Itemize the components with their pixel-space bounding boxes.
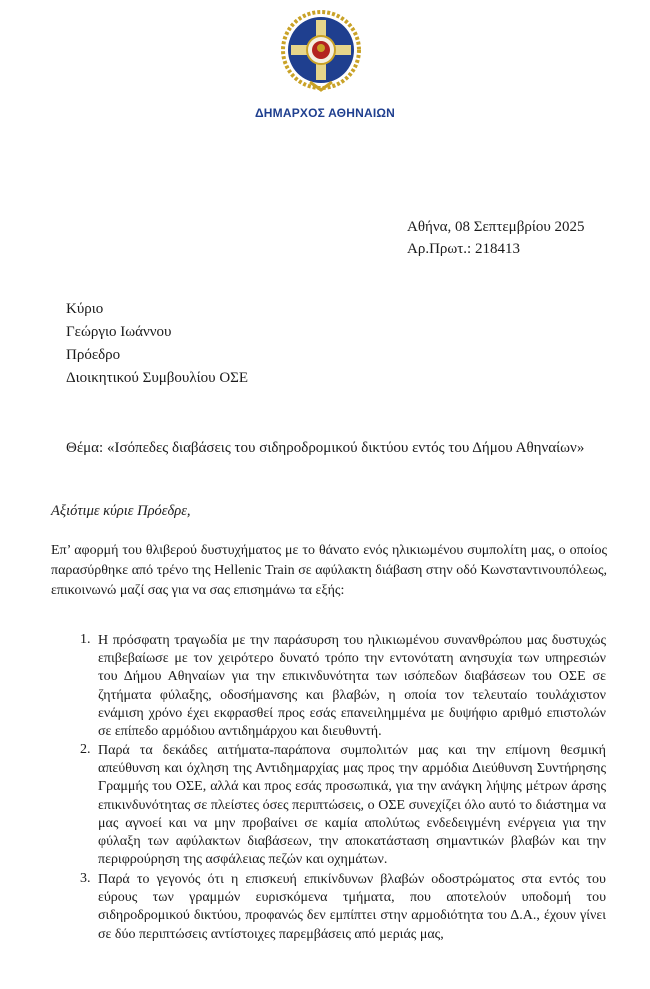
recipient-organization: Διοικητικού Συμβουλίου ΟΣΕ — [66, 370, 249, 386]
list-item-number: 3. — [80, 871, 91, 886]
recipient-position: Πρόεδρο — [66, 347, 121, 363]
salutation: Αξιότιμε κύριε Πρόεδρε, — [51, 503, 191, 519]
intro-paragraph: Επ’ αφορμή του θλιβερού δυστυχήματος με το θάνατο ενός ηλικιωμένου συμπολίτη μας, ο οποίος παρασύρθηκε από τρένο της Hellenic Train σε αφύλακτη διάβαση στην οδό Κωνσταντινουπόλεως, επικοινωνώ μαζί σας για να σας επισημάνω τα εξής: — [51, 543, 607, 598]
office-title: ΔΗΜΑΡΧΟΣ ΑΘΗΝΑΙΩΝ — [254, 106, 396, 120]
list-item-text: Παρά τα δεκάδες αιτήματα-παράπονα συμπολιτών μας και την επίμονη θεσμική απεύθυνση και όχληση της Αντιδημαρχίας μας προς την αρμόδια Διεύθυνση Συντήρησης Γραμμής του ΟΣΕ, αλλά και προς εσάς προσωπικά, για την ανάγκη λήψης μέτρων άρσης επικινδυνότητας σε πλείστες όσες περιπτώσεις, ο ΟΣΕ συνεχίζει όλο αυτό το διάστημα να μας αγνοεί και να μην προβαίνει σε καμία απολύτως ενδεδειγμένη ενέργεια για την φύλαξη των αφύλακτων διαβάσεων, την αποκατάσταση σημαντικών βλαβών και την περιφρούρηση της ασφάλειας πεζών και οχημάτων. — [98, 743, 606, 868]
list-item-number: 2. — [80, 742, 91, 757]
list-item-text: Παρά το γεγονός ότι η επισκευή επικίνδυνων βλαβών οδοστρώματος στα εντός του εύρους των γραμμών ευρισκόμενα τμήματα, που αποτελούν υποδομή του σιδηροδρομικού δικτύου, προφανώς δεν εμπίπτει στην αρμοδιότητα του Δ.Α., έχουν γίνει σε δύο περιπτώσεις αντίστοιχες παρεμβάσεις από μεριάς μας, — [98, 872, 606, 942]
protocol-number: Αρ.Πρωτ.: 218413 — [407, 241, 520, 257]
date-block — [407, 216, 585, 260]
subject-line: Θέμα: «Ισόπεδες διαβάσεις του σιδηροδρομικού δικτύου εντός του Δήμου Αθηναίων» — [66, 440, 585, 456]
date-line: Αθήνα, 08 Σεπτεμβρίου 2025 — [407, 219, 585, 235]
recipient-block — [66, 298, 248, 390]
recipient-name: Γεώργιο Ιωάννου — [66, 324, 172, 340]
recipient-title: Κύριο — [66, 301, 104, 317]
list-item-text: Η πρόσφατη τραγωδία με την παράσυρση του ηλικιωμένου συνανθρώπου μας δυστυχώς επιβεβαίωσε με τον χειρότερο δυνατό τρόπο την εντονότατη ανησυχία των υπηρεσιών του Δήμου Αθηναίων για την επικινδυνότητα των ισόπεδων διαβάσεων του ΟΣΕ σε ζητήματα φύλαξης, οδοσήμανσης και βλαβών, η οποία τον τελευταίο τουλάχιστον ενάμιση χρόνο έχει εκφρασθεί προς εσάς επανειλημμένα με δυψήφιο αριθμό επιστολών σε επίπεδο αρμόδιου αντιδημάρχου και διευθυντή. — [98, 633, 606, 740]
municipality-seal-icon — [280, 10, 362, 94]
list-item-number: 1. — [80, 632, 91, 647]
